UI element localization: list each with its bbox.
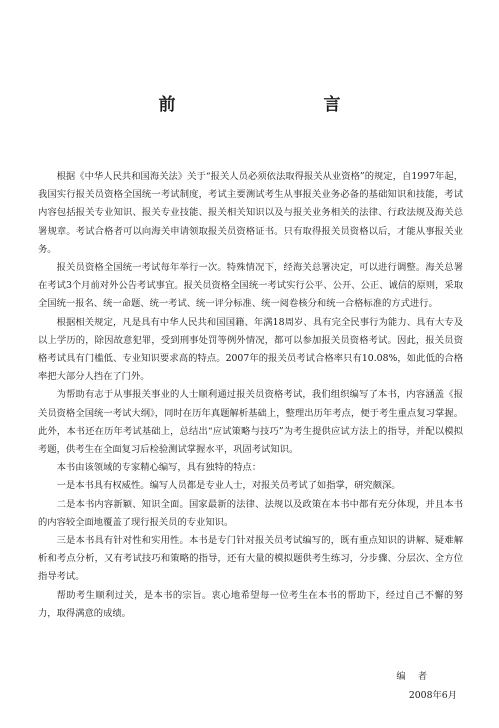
paragraph: 帮助考生顺利过关，是本书的宗旨。衷心地希望每一位考生在本书的帮助下，经过自己不懈的努力，取得满意的成绩。 [38, 589, 463, 619]
paragraph: 根据《中华人民共和国海关法》关于“报关人员必须依法取得报关从业资格”的规定，自1997年起，我国实行报关员资格全国统一考试制度，考试主要测试考生从事报关业务必备的基础知识和技能，考试内容包括报关专业知识、报关专业技能、报关相关知识以及与报关业务相关的法律、行政法规及海关总署规章。考试合格者可以向海关申请领取报关员资格证书。只有取得报关员资格以后，才能从事报关业务。 [38, 171, 463, 255]
paragraph: 为帮助有志于从事报关事业的人士顺利通过报关员资格考试，我们组织编写了本书，内容涵盖《报关员资格全国统一考试大纲》，同时在历年真题解析基础上，整理出历年考点，便于考生重点复习掌握。此外，本书还在历年考试基础上，总结出“应试策略与技巧”为考生提供应试方法上的指导，并配以模拟考题，供考生在全面复习后检验测试掌握水平，巩固考试知识。 [38, 389, 463, 456]
paragraph: 三是本书具有针对性和实用性。本书是专门针对报关员考试编写的，既有重点知识的讲解、疑难解析和考点分析，又有考试技巧和策略的指导，还有大量的模拟题供考生练习，分步骤、分层次、全方位指导考试。 [38, 535, 463, 583]
preface-body [38, 168, 463, 623]
page-title: 前 言 [158, 95, 379, 115]
paragraph: 根据相关规定，凡是具有中华人民共和国国籍、年满18周岁、具有完全民事行为能力、具有大专及以上学历的，除因故意犯罪，受到刑事处罚等例外情况，都可以参加报关员资格考试。因此，报关员资格考试具有门槛低、专业知识要求高的特点。2007年的报关员考试合格率只有10.08%，如此低的合格率把大部分人挡在了门外。 [38, 316, 463, 383]
author-signature: 编者 [396, 671, 439, 682]
paragraph: 报关员资格全国统一考试每年举行一次。特殊情况下，经海关总署决定，可以进行调整。海关总署在考试3个月前对外公告考试事宜。报关员资格全国统一考试实行公平、公开、公正、诚信的原则，采取全国统一报名、统一命题、统一考试、统一评分标准、统一阅卷核分和统一合格标准的方式进行。 [38, 262, 463, 310]
paragraph: 一是本书具有权威性。编写人员都是专业人士，对报关员考试了如指掌，研究颇深。 [56, 480, 401, 492]
signature-block [396, 667, 457, 705]
paragraph: 本书由该领域的专家精心编写，具有独特的特点： [56, 462, 262, 474]
paragraph: 二是本书内容新颖、知识全面。国家最新的法律、法规以及政策在本书中都有充分体现，并且本书的内容较全面地覆盖了现行报关员的专业知识。 [38, 498, 463, 528]
signature-date: 2008年6月 [408, 690, 457, 701]
